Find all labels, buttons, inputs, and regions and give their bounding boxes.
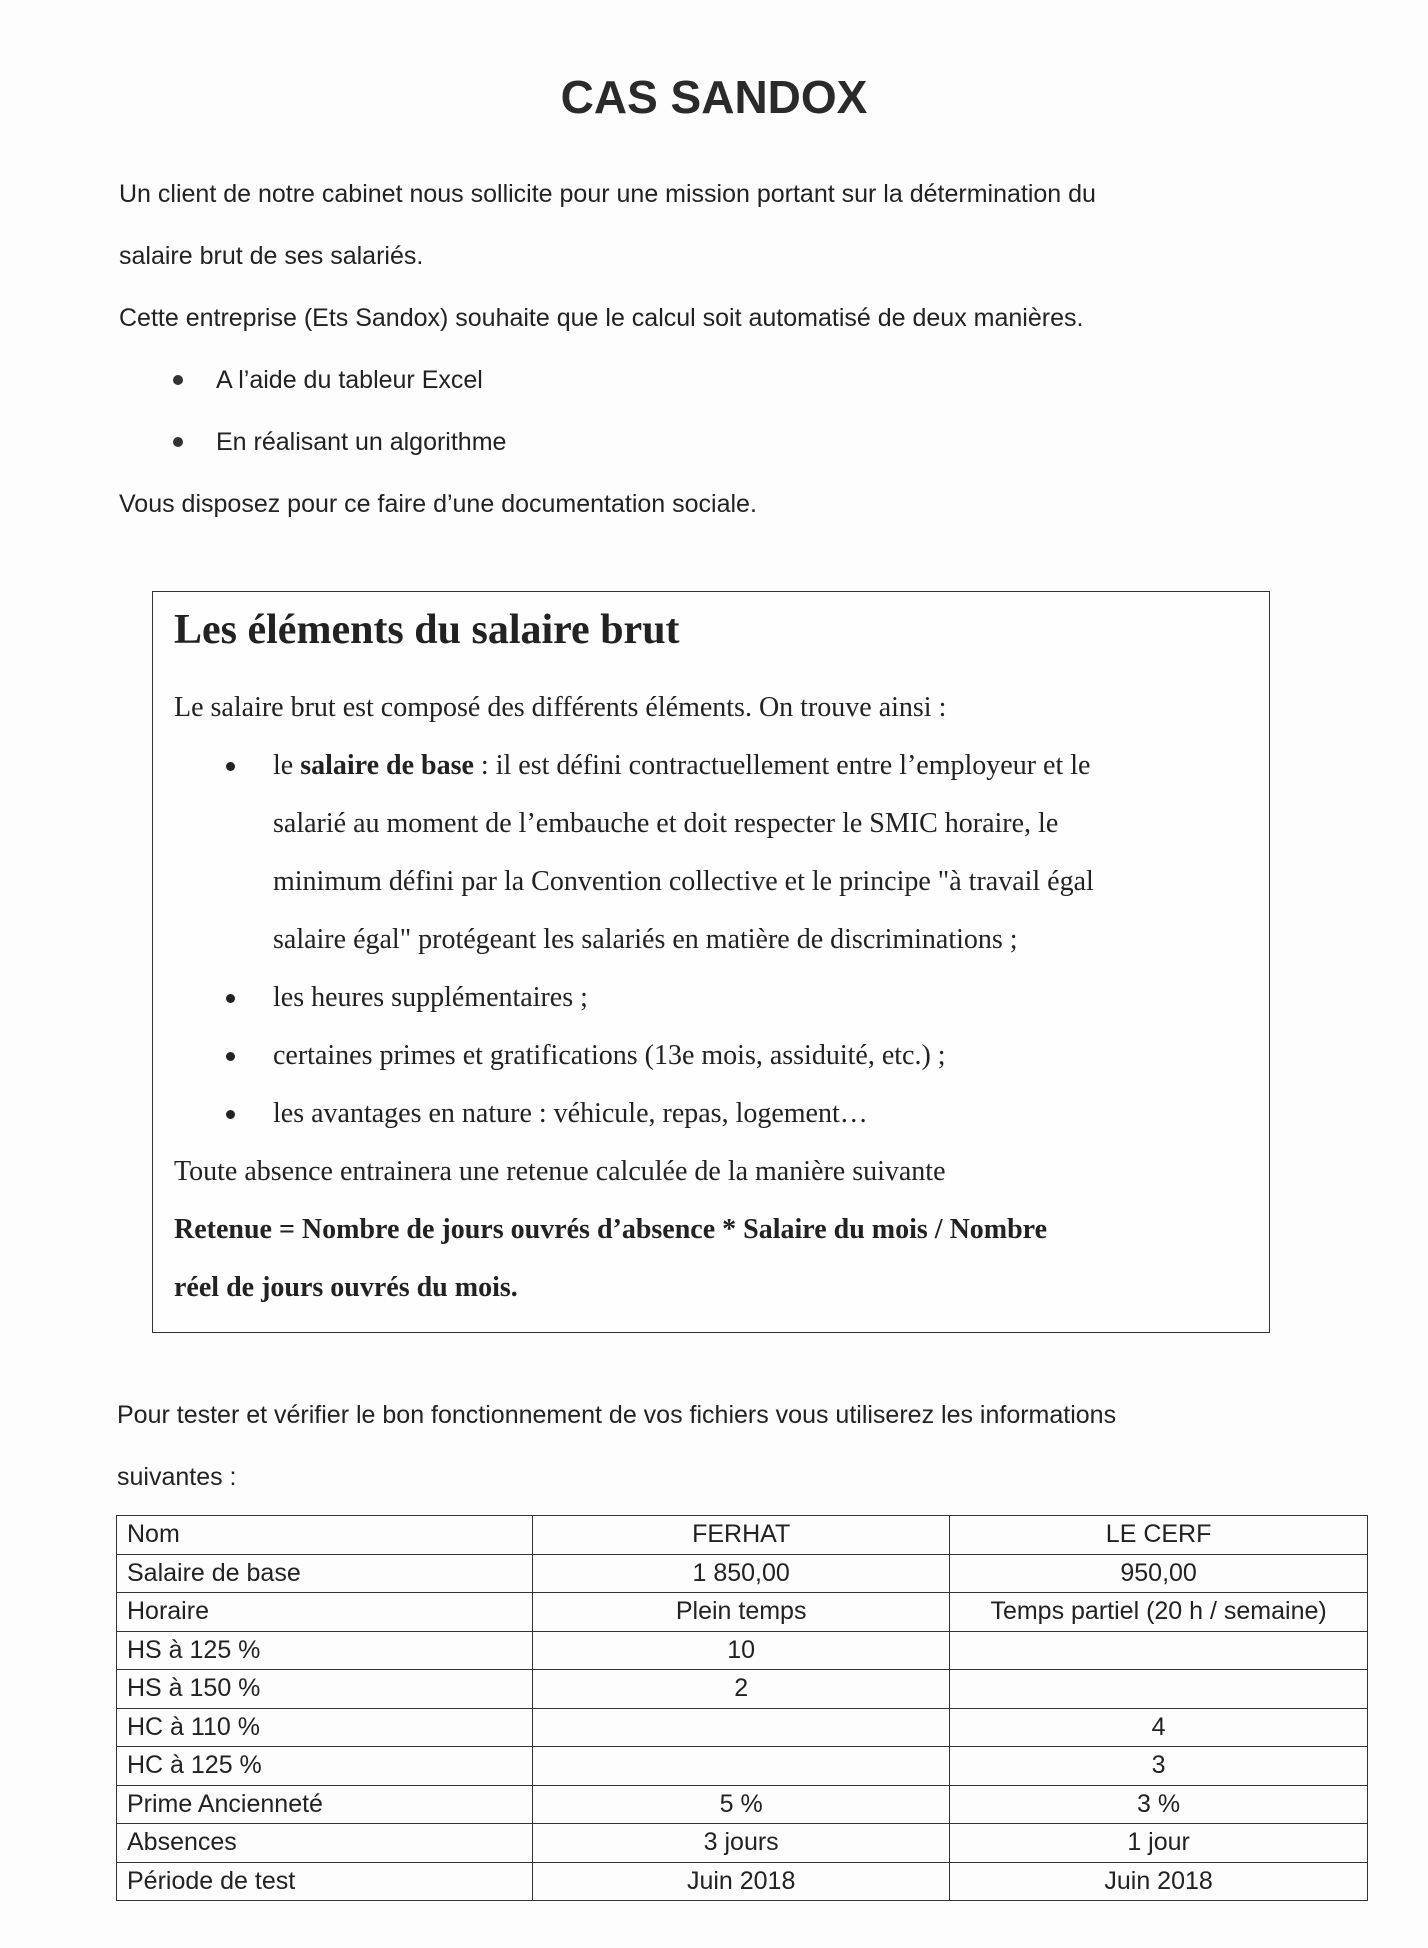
table-row [117, 1862, 1368, 1901]
row-label-cell: Prime Ancienneté [117, 1785, 533, 1824]
row-label-cell: HS à 150 % [117, 1670, 533, 1709]
row-label-cell: Horaire [117, 1593, 533, 1632]
box-lead: Le salaire brut est composé des différents éléments. On trouve ainsi : [174, 692, 947, 723]
intro-section [119, 172, 1349, 544]
ferhat-cell: 5 % [533, 1785, 950, 1824]
list-item-prefix: le [273, 750, 301, 781]
ferhat-cell: Juin 2018 [533, 1862, 950, 1901]
lecerf-cell: Juin 2018 [950, 1862, 1368, 1901]
table-row [117, 1593, 1368, 1632]
table-row [117, 1670, 1368, 1709]
list-item-text: les avantages en nature : véhicule, repas, logement… [273, 1098, 868, 1129]
list-item-text: : il est défini contractuellement entre l’employeur et le [473, 750, 1091, 781]
info-box [152, 591, 1270, 1333]
row-label-cell: Nom [117, 1516, 533, 1555]
ferhat-cell: 10 [533, 1631, 950, 1670]
list-item-text: A l’aide du tableur Excel [216, 366, 483, 394]
ferhat-cell: Plein temps [533, 1593, 950, 1632]
table-row [117, 1631, 1368, 1670]
list-item-continuation: salarié au moment de l’embauche et doit respecter le SMIC horaire, le [273, 808, 1059, 839]
page-title: CAS SANDOX [560, 71, 868, 123]
bullet-icon [226, 762, 235, 771]
box-body [174, 688, 1254, 1326]
bullet-icon [226, 1110, 235, 1119]
formula-text: réel de jours ouvrés du mois. [174, 1272, 518, 1303]
formula-line [174, 1268, 1254, 1326]
outro-line: suivantes : [117, 1463, 237, 1491]
list-item [174, 746, 1254, 804]
outro-line: Pour tester et vérifier le bon fonctionnement de vos fichiers vous utiliserez les informations [117, 1401, 1117, 1429]
bullet-icon [173, 375, 183, 385]
ferhat-cell: 3 jours [533, 1824, 950, 1863]
table-row [117, 1824, 1368, 1863]
row-label-cell: Absences [117, 1824, 533, 1863]
formula-text: Retenue = Nombre de jours ouvrés d’absence * Salaire du mois / Nombre [174, 1214, 1048, 1245]
lecerf-cell: 950,00 [950, 1554, 1368, 1593]
list-item [174, 1036, 1254, 1094]
outro-section [117, 1393, 1377, 1517]
row-label-cell: Période de test [117, 1862, 533, 1901]
lecerf-cell: 4 [950, 1708, 1368, 1747]
row-label-cell: HS à 125 % [117, 1631, 533, 1670]
table-row [117, 1708, 1368, 1747]
intro-line: salaire brut de ses salariés. [119, 242, 424, 270]
intro-line: Cette entreprise (Ets Sandox) souhaite que le calcul soit automatisé de deux manières. [119, 304, 1084, 332]
list-item-text: les heures supplémentaires ; [273, 982, 588, 1013]
absence-text: Toute absence entrainera une retenue calculée de la manière suivante [174, 1156, 946, 1187]
test-data-table [116, 1515, 1368, 1901]
ferhat-cell: 1 850,00 [533, 1554, 950, 1593]
list-item-continuation: minimum défini par la Convention collective et le principe "à travail égal [273, 866, 1094, 897]
list-item [174, 978, 1254, 1036]
list-item [174, 1094, 1254, 1152]
intro-line: Vous disposez pour ce faire d’une documentation sociale. [119, 490, 757, 518]
intro-line: Un client de notre cabinet nous sollicite pour une mission portant sur la détermination du [119, 180, 1096, 208]
ferhat-cell [533, 1708, 950, 1747]
list-item-text: En réalisant un algorithme [216, 428, 507, 456]
list-item [119, 358, 1349, 420]
lecerf-cell: 1 jour [950, 1824, 1368, 1863]
table-body [117, 1516, 1368, 1901]
table-row [117, 1516, 1368, 1555]
row-label-cell: HC à 110 % [117, 1708, 533, 1747]
list-item-text: certaines primes et gratifications (13e mois, assiduité, etc.) ; [273, 1040, 946, 1071]
lecerf-cell: Temps partiel (20 h / semaine) [950, 1593, 1368, 1632]
table-row [117, 1554, 1368, 1593]
formula-line [174, 1210, 1254, 1268]
lecerf-cell: 3 % [950, 1785, 1368, 1824]
table-row [117, 1785, 1368, 1824]
list-item [119, 420, 1349, 482]
ferhat-cell [533, 1747, 950, 1786]
bullet-icon [226, 994, 235, 1003]
lecerf-cell: LE CERF [950, 1516, 1368, 1555]
row-label-cell: Salaire de base [117, 1554, 533, 1593]
bullet-icon [226, 1052, 235, 1061]
lecerf-cell [950, 1631, 1368, 1670]
list-item-continuation: salaire égal" protégeant les salariés en matière de discriminations ; [273, 924, 1018, 955]
box-title: Les éléments du salaire brut [174, 607, 680, 653]
ferhat-cell: FERHAT [533, 1516, 950, 1555]
list-item-bold: salaire de base [300, 750, 474, 781]
bullet-icon [173, 437, 183, 447]
lecerf-cell: 3 [950, 1747, 1368, 1786]
ferhat-cell: 2 [533, 1670, 950, 1709]
table-row [117, 1747, 1368, 1786]
row-label-cell: HC à 125 % [117, 1747, 533, 1786]
lecerf-cell [950, 1670, 1368, 1709]
